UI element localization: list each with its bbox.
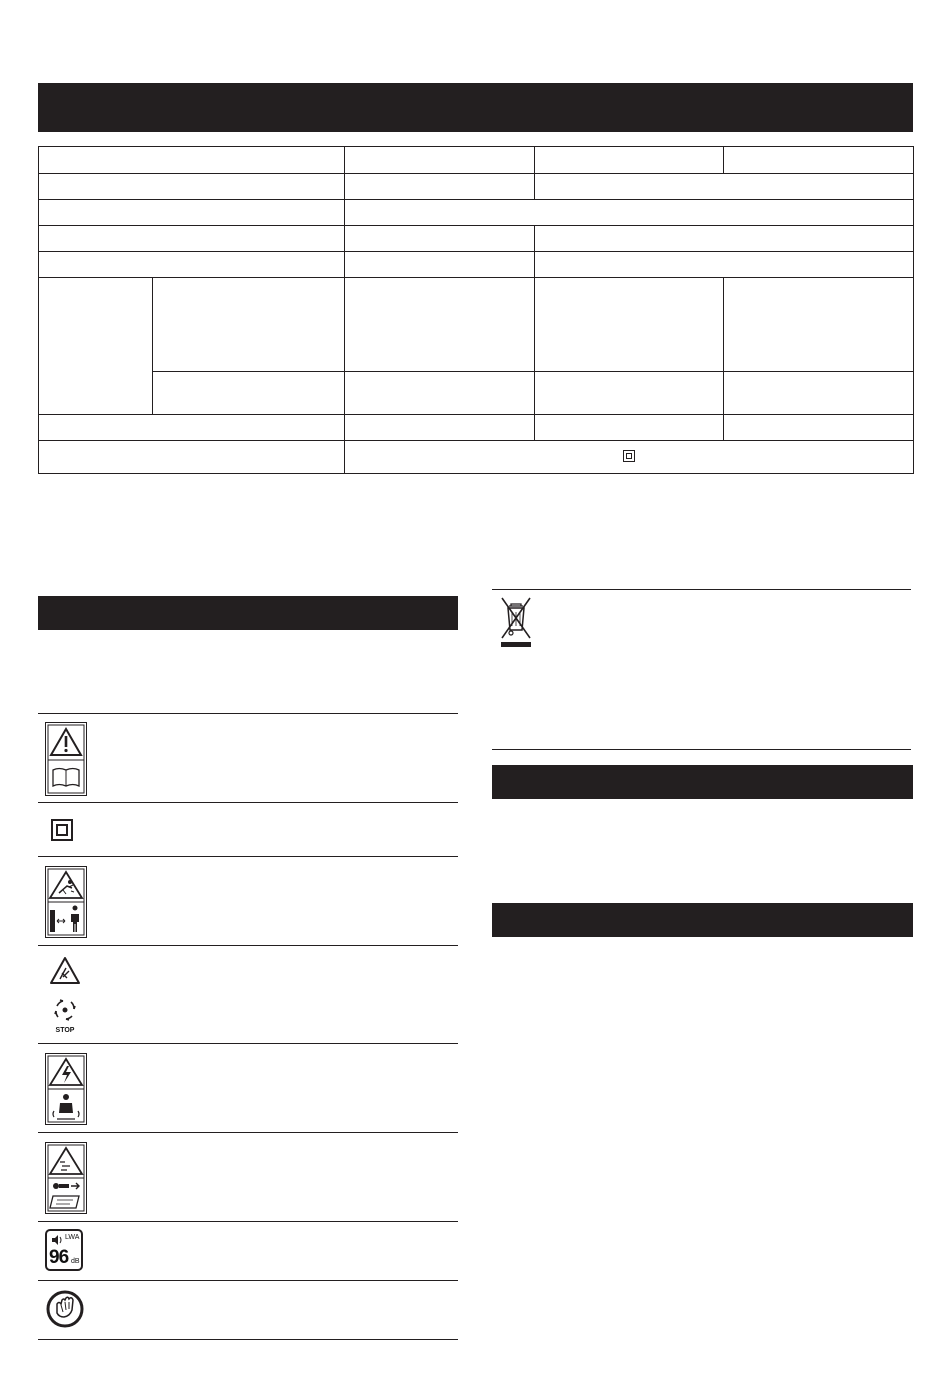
table-cell [345,372,535,415]
table-cell [535,226,914,252]
table-cell [345,252,535,278]
main-header-title [38,83,913,91]
stop-label: STOP [55,1027,75,1034]
table-cell [39,200,345,226]
table-cell [535,372,724,415]
divider [38,713,458,714]
divider [38,1132,458,1133]
table-cell [153,372,345,415]
class-ii-double-insulation-icon [51,819,73,841]
table-row [39,372,914,415]
divider [38,1043,458,1044]
divider [38,945,458,946]
warning-read-manual-icon [45,722,87,796]
table-cell [535,252,914,278]
table-row [39,278,914,372]
sound-power-level-icon [45,1229,83,1271]
blade-wait-stop-icon [49,956,81,1034]
table-row [39,441,914,474]
table-cell [724,278,914,372]
table-cell [535,174,914,200]
symbols-header-title [38,596,458,604]
table-cell [345,174,535,200]
wear-gloves-icon [46,1290,84,1328]
table-row [39,226,914,252]
table-cell [724,147,914,174]
speaker-icon [51,1234,63,1246]
section-header-bar [492,903,913,937]
table-cell [39,441,345,474]
sound-level-value: 96 [49,1247,69,1268]
divider [492,589,911,590]
divider [38,856,458,857]
table-row [39,415,914,441]
unplug-before-maintenance-icon [45,1142,87,1214]
table-cell [39,174,345,200]
divider [38,1339,458,1340]
section-header-bar [492,765,913,799]
table-cell [535,278,724,372]
table-row [39,147,914,174]
table-cell [345,226,535,252]
table-cell [345,147,535,174]
table-cell [39,147,345,174]
electric-shock-rain-icon [45,1053,87,1125]
table-row [39,200,914,226]
section-header-title [492,765,913,773]
divider [38,1280,458,1281]
crossed-out-wheelie-bin-icon [499,596,533,648]
table-cell [345,441,914,474]
table-cell [724,415,914,441]
sound-unit-label: LWA [65,1234,80,1241]
table-cell [39,252,345,278]
table-cell [535,415,724,441]
table-cell [345,278,535,372]
sound-db-unit: dB [71,1258,80,1265]
divider [38,1221,458,1222]
specifications-table [38,146,914,474]
divider [38,802,458,803]
table-cell [535,147,724,174]
table-cell [345,415,535,441]
divider [492,749,911,750]
table-row [39,252,914,278]
symbols-header-bar [38,596,458,630]
table-cell [153,278,345,372]
section-header-title [492,903,913,911]
thrown-objects-keep-distance-icon [45,866,87,938]
table-cell [39,415,345,441]
table-cell [39,226,345,252]
table-cell [724,372,914,415]
table-cell [345,200,914,226]
main-header-bar [38,83,913,132]
table-cell [39,278,153,415]
table-row [39,174,914,200]
class-ii-double-insulation-icon [623,450,635,462]
